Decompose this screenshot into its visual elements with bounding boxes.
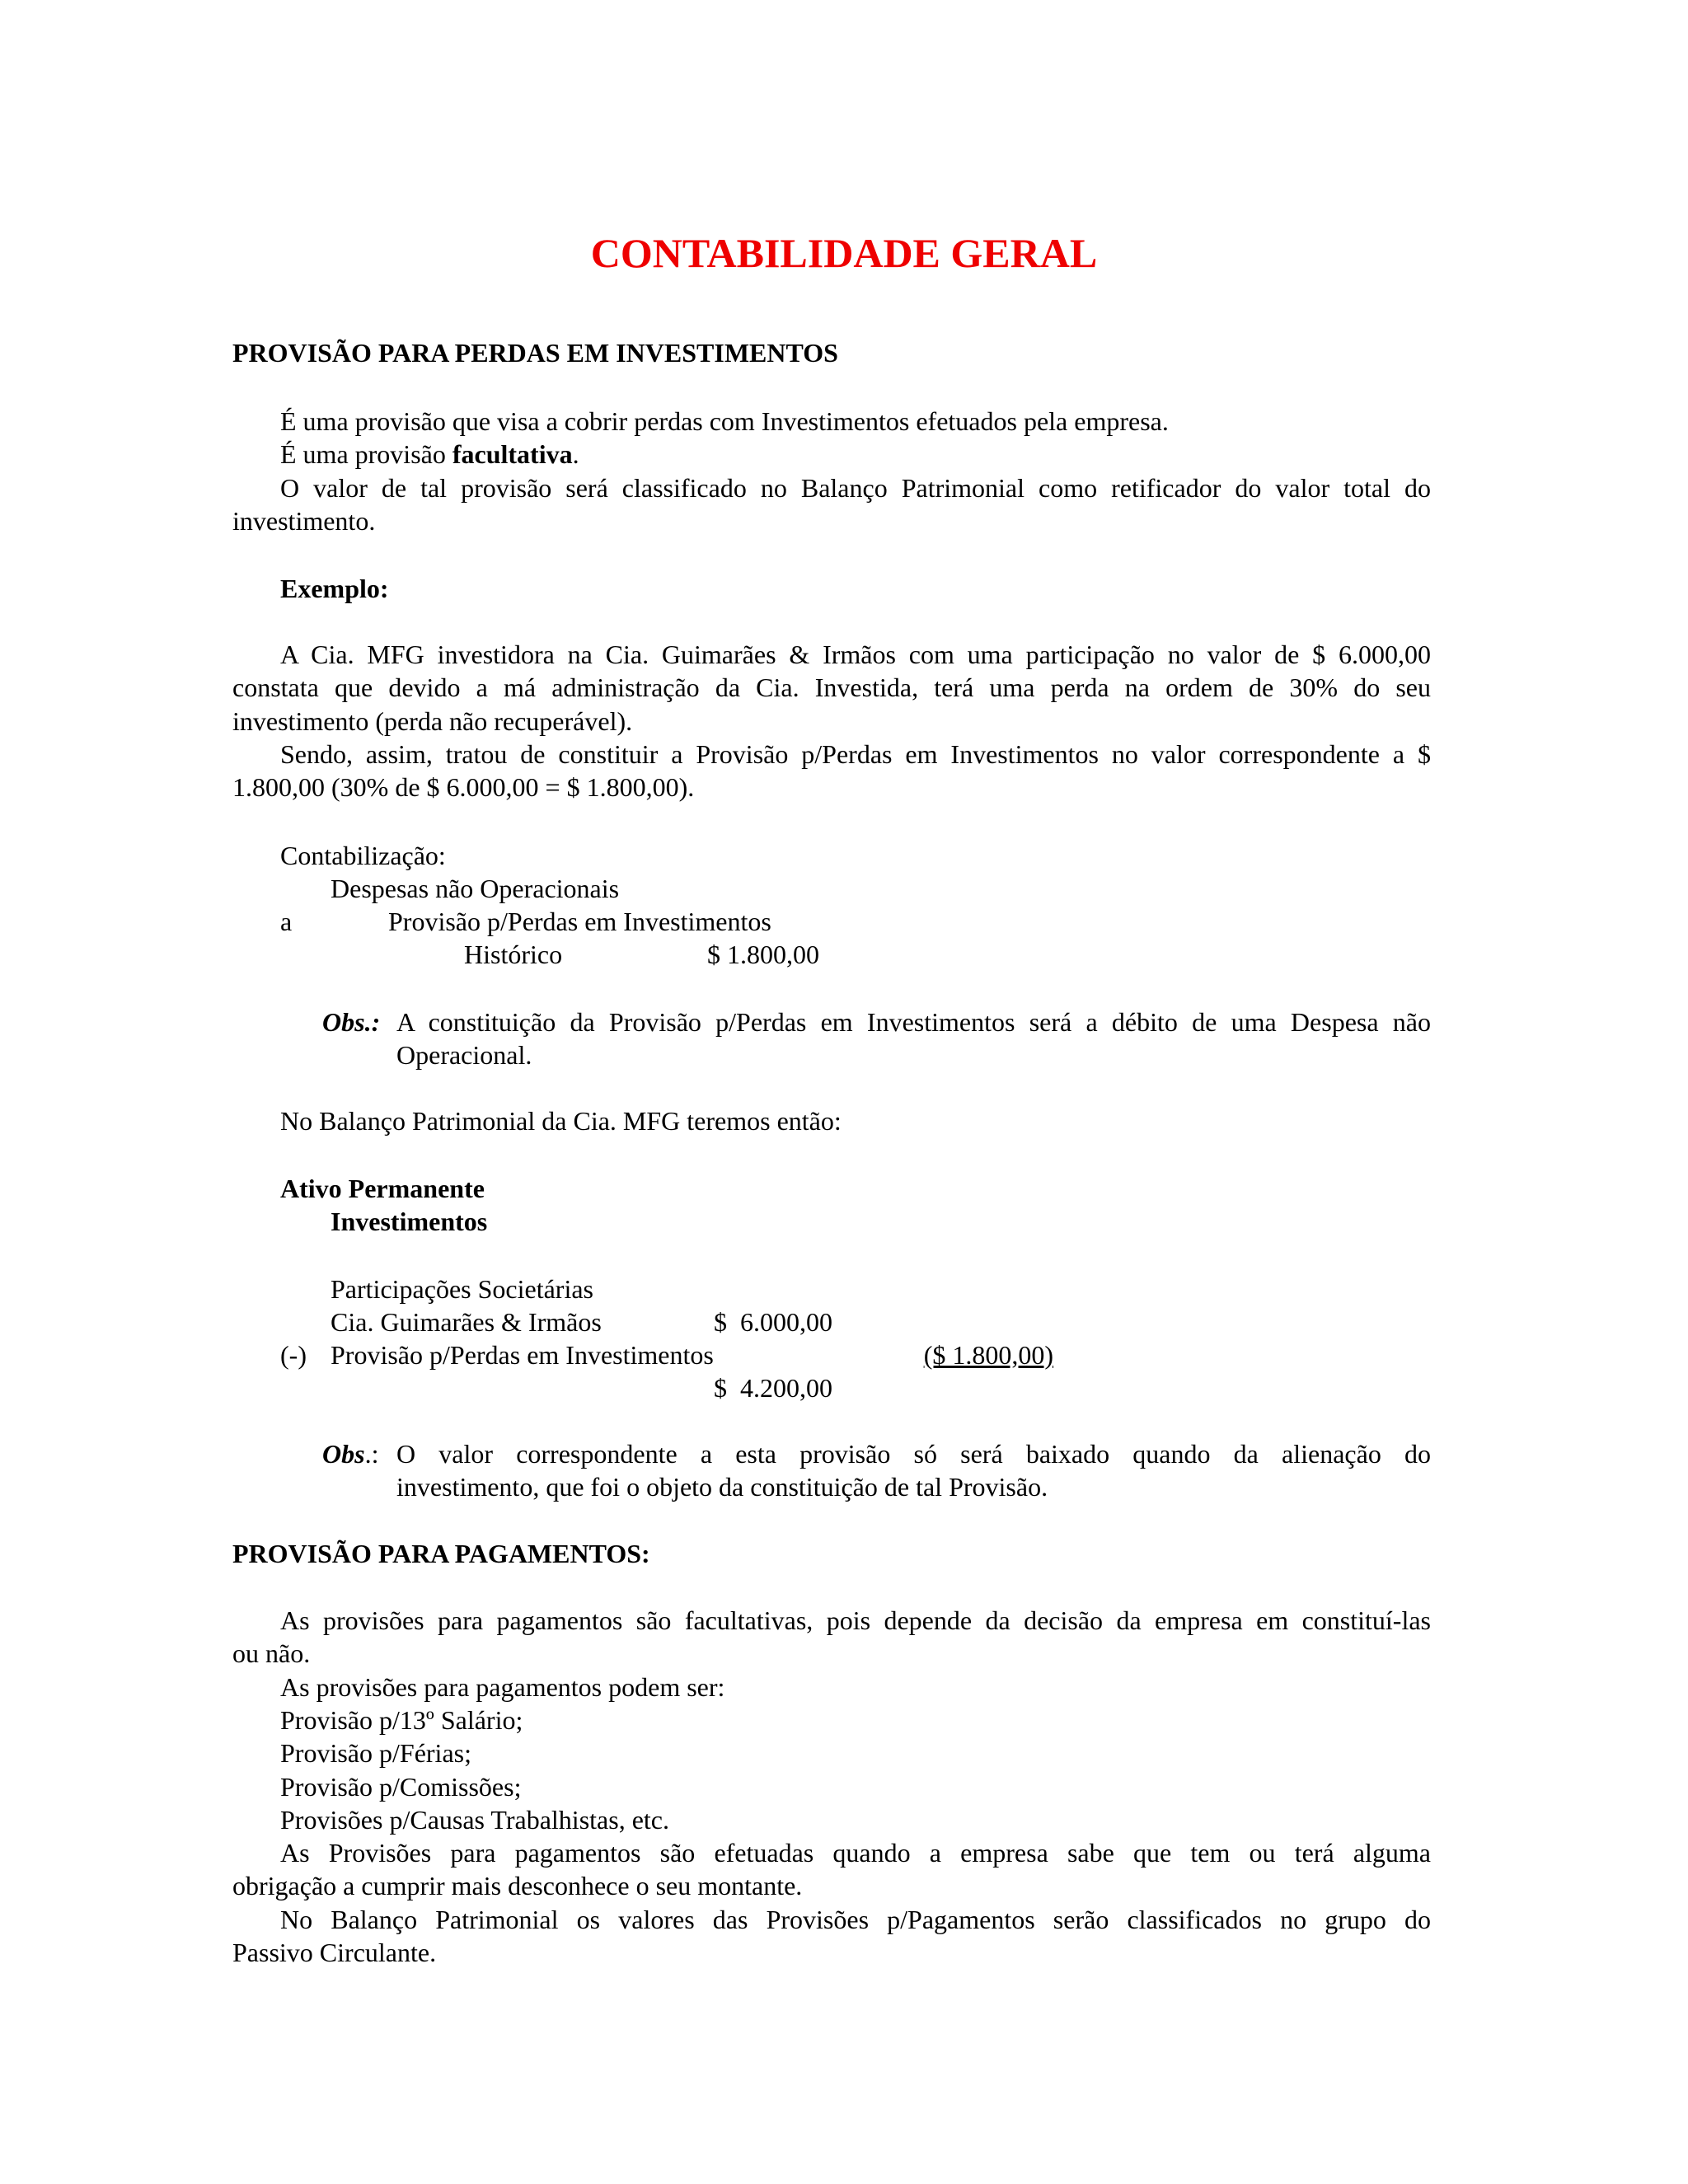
balance-group: Ativo Permanente bbox=[280, 1174, 485, 1203]
paragraph-line: É uma provisão facultativa. bbox=[280, 439, 579, 469]
obs-label: Obs.: bbox=[322, 1439, 379, 1469]
journal-historico: Histórico bbox=[464, 940, 563, 969]
balance-total: $ 4.200,00 bbox=[714, 1373, 832, 1403]
list-item: Provisões p/Causas Trabalhistas, etc. bbox=[280, 1805, 669, 1835]
balance-account: Cia. Guimarães & Irmãos bbox=[331, 1307, 602, 1337]
journal-value: $ 1.800,00 bbox=[707, 940, 819, 969]
paragraph-line: investimento. bbox=[232, 506, 376, 536]
balance-subgroup: Investimentos bbox=[331, 1207, 488, 1236]
paragraph-line: Sendo, assim, tratou de constituir a Provisão p/Perdas em Investimentos no valor correspondente a $ bbox=[280, 739, 1431, 769]
page-title: CONTABILIDADE GERAL bbox=[590, 230, 1098, 276]
balance-value: ($ 1.800,00) bbox=[923, 1340, 1053, 1370]
obs-text: investimento, que foi o objeto da constituição de tal Provisão. bbox=[396, 1472, 1048, 1502]
list-item: Provisão p/Férias; bbox=[280, 1738, 471, 1768]
journal-debit: Despesas não Operacionais bbox=[331, 874, 620, 903]
paragraph-line: No Balanço Patrimonial os valores das Provisões p/Pagamentos serão classificados no grupo do bbox=[280, 1905, 1431, 1934]
paragraph-line: A Cia. MFG investidora na Cia. Guimarães & Irmãos com uma participação no valor de $ 6.000,00 bbox=[280, 640, 1431, 669]
bold-term: facultativa bbox=[452, 439, 573, 469]
journal-a: a bbox=[280, 907, 293, 936]
paragraph-line: No Balanço Patrimonial da Cia. MFG teremos então: bbox=[280, 1106, 842, 1136]
paragraph-line: ou não. bbox=[232, 1638, 311, 1668]
balance-value: $ 6.000,00 bbox=[714, 1307, 832, 1337]
paragraph-line: É uma provisão que visa a cobrir perdas com Investimentos efetuados pela empresa. bbox=[280, 406, 1169, 436]
journal-credit: Provisão p/Perdas em Investimentos bbox=[388, 907, 771, 936]
paragraph-line: constata que devido a má administração da Cia. Investida, terá uma perda na ordem de 30% do seu bbox=[232, 673, 1431, 702]
contab-label: Contabilização: bbox=[280, 841, 446, 870]
obs-text: Operacional. bbox=[396, 1040, 532, 1070]
paragraph-line: As provisões para pagamentos podem ser: bbox=[280, 1672, 725, 1702]
list-item: Provisão p/13º Salário; bbox=[280, 1705, 523, 1735]
paragraph-line: As Provisões para pagamentos são efetuadas quando a empresa sabe que tem ou terá alguma bbox=[280, 1838, 1431, 1868]
list-item: Provisão p/Comissões; bbox=[280, 1772, 522, 1802]
balance-account: Participações Societárias bbox=[331, 1274, 593, 1304]
paragraph-line: obrigação a cumprir mais desconhece o seu montante. bbox=[232, 1871, 803, 1900]
example-label: Exemplo: bbox=[280, 574, 389, 603]
minus-sign: (-) bbox=[280, 1340, 307, 1370]
obs-label: Obs.: bbox=[322, 1007, 381, 1037]
paragraph-line: Passivo Circulante. bbox=[232, 1938, 437, 1967]
obs-text: A constituição da Provisão p/Perdas em Investimentos será a débito de uma Despesa não bbox=[396, 1007, 1431, 1037]
paragraph-line: investimento (perda não recuperável). bbox=[232, 706, 633, 736]
paragraph-line: O valor de tal provisão será classificado no Balanço Patrimonial como retificador do valor total do bbox=[280, 473, 1431, 503]
balance-account: Provisão p/Perdas em Investimentos bbox=[331, 1340, 714, 1370]
paragraph-line: As provisões para pagamentos são facultativas, pois depende da decisão da empresa em constituí-las bbox=[280, 1605, 1431, 1635]
section-heading: PROVISÃO PARA PERDAS EM INVESTIMENTOS bbox=[232, 338, 838, 368]
obs-text: O valor correspondente a esta provisão só será baixado quando da alienação do bbox=[396, 1439, 1431, 1469]
section-heading: PROVISÃO PARA PAGAMENTOS: bbox=[232, 1539, 650, 1568]
paragraph-line: 1.800,00 (30% de $ 6.000,00 = $ 1.800,00). bbox=[232, 772, 695, 802]
